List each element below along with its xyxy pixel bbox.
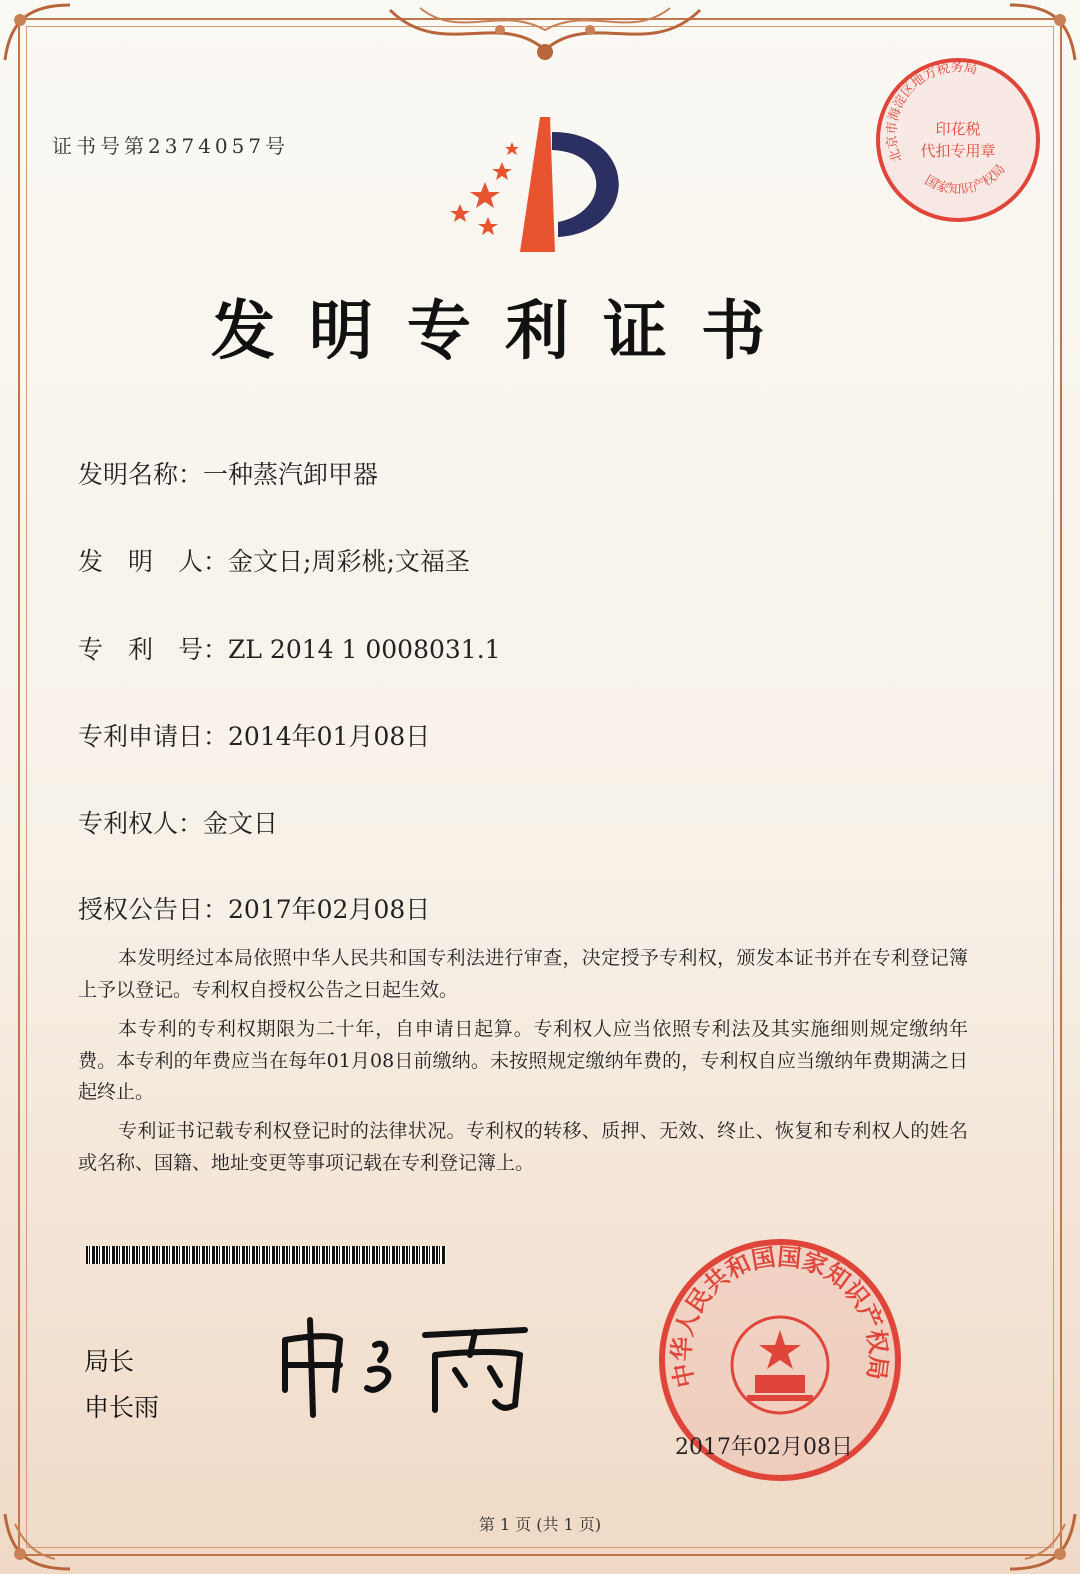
barcode	[86, 1246, 446, 1264]
signatory-name: 申长雨	[84, 1393, 160, 1422]
field-inventors	[78, 542, 470, 578]
field-patent-number	[78, 630, 501, 666]
field-label: 授权公告日：	[78, 895, 229, 924]
body-paragraph: 专利证书记载专利权登记时的法律状况。专利权的转移、质押、无效、终止、恢复和专利权人的姓名或名称、国籍、地址变更等事项记载在专利登记簿上。	[78, 1120, 968, 1174]
field-label: 专利申请日：	[78, 722, 229, 751]
field-label: 专利权人：	[78, 809, 204, 838]
field-label: 发 明 人：	[78, 547, 229, 576]
field-value: 2014年01月08日	[228, 722, 431, 751]
issue-date: 2017年02月08日	[675, 1435, 853, 1460]
body-paragraph: 本专利的专利权期限为二十年，自申请日起算。专利权人应当依照专利法及其实施细则规定缴纳年费。本专利的年费应当在每年01月08日前缴纳。未按照规定缴纳年费的，专利权自应当缴纳年费期满之日起终止。	[78, 1018, 968, 1103]
field-value: ZL 2014 1 0008031.1	[228, 635, 501, 664]
field-value: 金文日	[203, 809, 279, 838]
field-application-date	[78, 717, 430, 753]
signatory-role: 局长	[84, 1347, 135, 1376]
field-patentee	[78, 804, 278, 840]
corner-ornament-icon	[0, 0, 90, 90]
seal-inner-line1: 印花税	[935, 120, 981, 138]
patent-office-logo-icon	[440, 112, 640, 262]
field-value: 一种蒸汽卸甲器	[203, 460, 379, 489]
field-value: 2017年02月08日	[228, 895, 431, 924]
seal-text: 中华人民共和国国家知识产权局	[666, 1241, 894, 1391]
top-ornament-icon	[380, 0, 710, 70]
field-label: 发明名称：	[78, 460, 204, 489]
handwritten-signature	[275, 1310, 545, 1420]
seal-inner-line2: 代扣专用章	[920, 142, 996, 160]
field-grant-date	[78, 890, 430, 926]
certificate-title: 发明专利证书	[211, 294, 799, 369]
field-value: 金文日;周彩桃;文福圣	[228, 547, 470, 576]
tax-seal-icon	[874, 56, 1042, 224]
body-paragraph: 本发明经过本局依照中华人民共和国专利法进行审查，决定授予专利权，颁发本证书并在专利登记簿上予以登记。专利权自授权公告之日起生效。	[78, 947, 968, 1001]
certificate-number: 证书号第2374057号	[52, 134, 290, 158]
seal-outer-text: 北京市海淀区地方税务局	[884, 60, 979, 164]
page-footer: 第 1 页 (共 1 页)	[478, 1515, 602, 1534]
field-label: 专 利 号：	[78, 635, 229, 664]
field-invention-name	[78, 455, 378, 491]
seal-bottom-text: 国家知识产权局	[921, 161, 1009, 198]
